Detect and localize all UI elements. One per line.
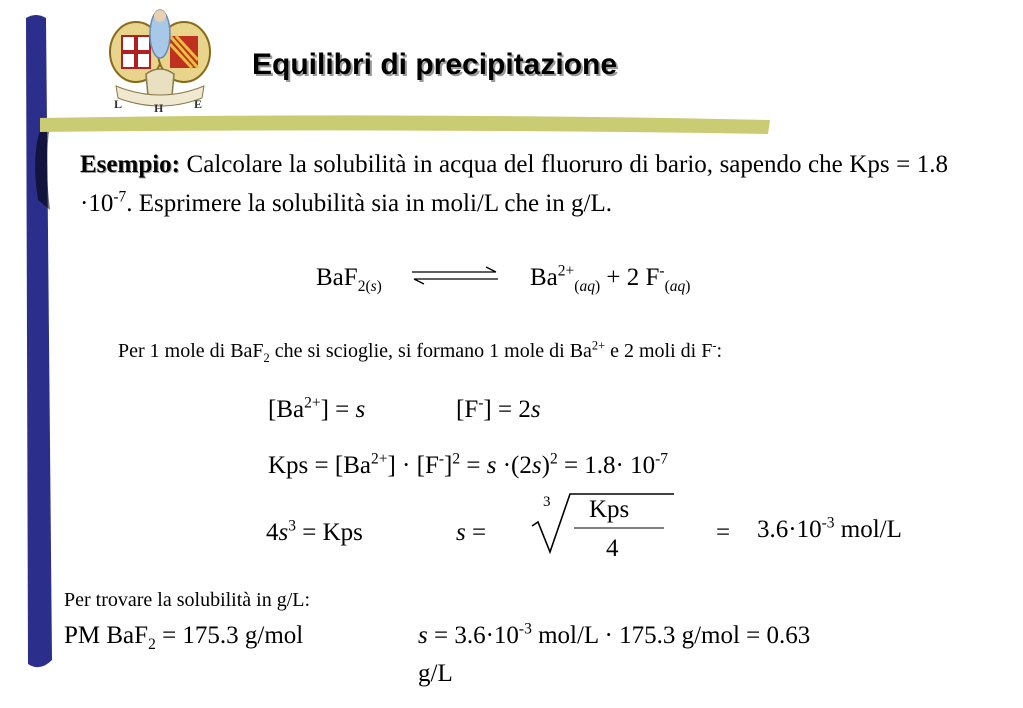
- equilibrium-arrow-icon: [410, 266, 500, 286]
- cubic-equation: $4s^3$ = Kps: [266, 517, 363, 546]
- fraction-denominator: 4: [606, 535, 619, 562]
- fraction-numerator: Kps: [589, 496, 630, 523]
- f-concentration: [F-] = 2s: [456, 394, 541, 423]
- coat-of-arms-logo: [96, 4, 220, 116]
- reaction-products: $Ba^{2+}_{(aq)} + 2$ $F^-_{(aq)}$: [530, 262, 691, 295]
- example-text: . Esprimere la solubilità sia in moli/L che in g/L.: [126, 190, 613, 217]
- solubility-grams-unit: g/L: [418, 660, 453, 687]
- example-label: Esempio:: [80, 151, 180, 178]
- example-text: Calcolare la solubilità in acqua del fluoruro di bario, sapendo che Kps = 1.8 ·10: [80, 151, 948, 217]
- s-equals: s =: [456, 519, 487, 546]
- kps-expression: Kps = $[Ba^{2+}] \cdot [F^-]^2 = s \cdot(2s)^2 = 1.8\cdot 10^{-7}$: [268, 450, 669, 479]
- solubility-grams-calculation: $s = 3.6\cdot 10^{-3}$ mol/L · 175.3 g/mol = 0.63: [418, 620, 811, 649]
- logo-letter: L: [114, 97, 123, 111]
- ba-concentration: $[Ba^{2+}] = s$: [268, 394, 366, 423]
- logo-letter: H: [154, 101, 164, 115]
- olive-horizontal-bar: [40, 115, 770, 134]
- logo-letter: E: [194, 97, 203, 111]
- molar-mass: PM BaF$_2$ = 175.3 g/mol: [64, 622, 304, 653]
- root-index: 3: [543, 494, 551, 510]
- exponent: -7: [113, 188, 127, 206]
- page-title: Equilibri di precipitazione: [252, 48, 618, 81]
- result-equals: =: [716, 519, 731, 546]
- example-paragraph: [80, 145, 948, 223]
- solubility-mol-result: $3.6\cdot 10^{-3}$ mol/L: [757, 514, 902, 543]
- grams-label: Per trovare la solubilità in g/L:: [64, 589, 311, 611]
- stoichiometry-text: Per 1 mole di BaF$_2$ che si scioglie, si formano 1 mole di $Ba^{2+}$ e 2 moli di F-:: [118, 338, 723, 365]
- blue-vertical-bar: [26, 15, 52, 667]
- reaction-reactant: BaF$_{2(s)}$: [316, 264, 382, 295]
- blue-bar-highlight: [35, 120, 50, 210]
